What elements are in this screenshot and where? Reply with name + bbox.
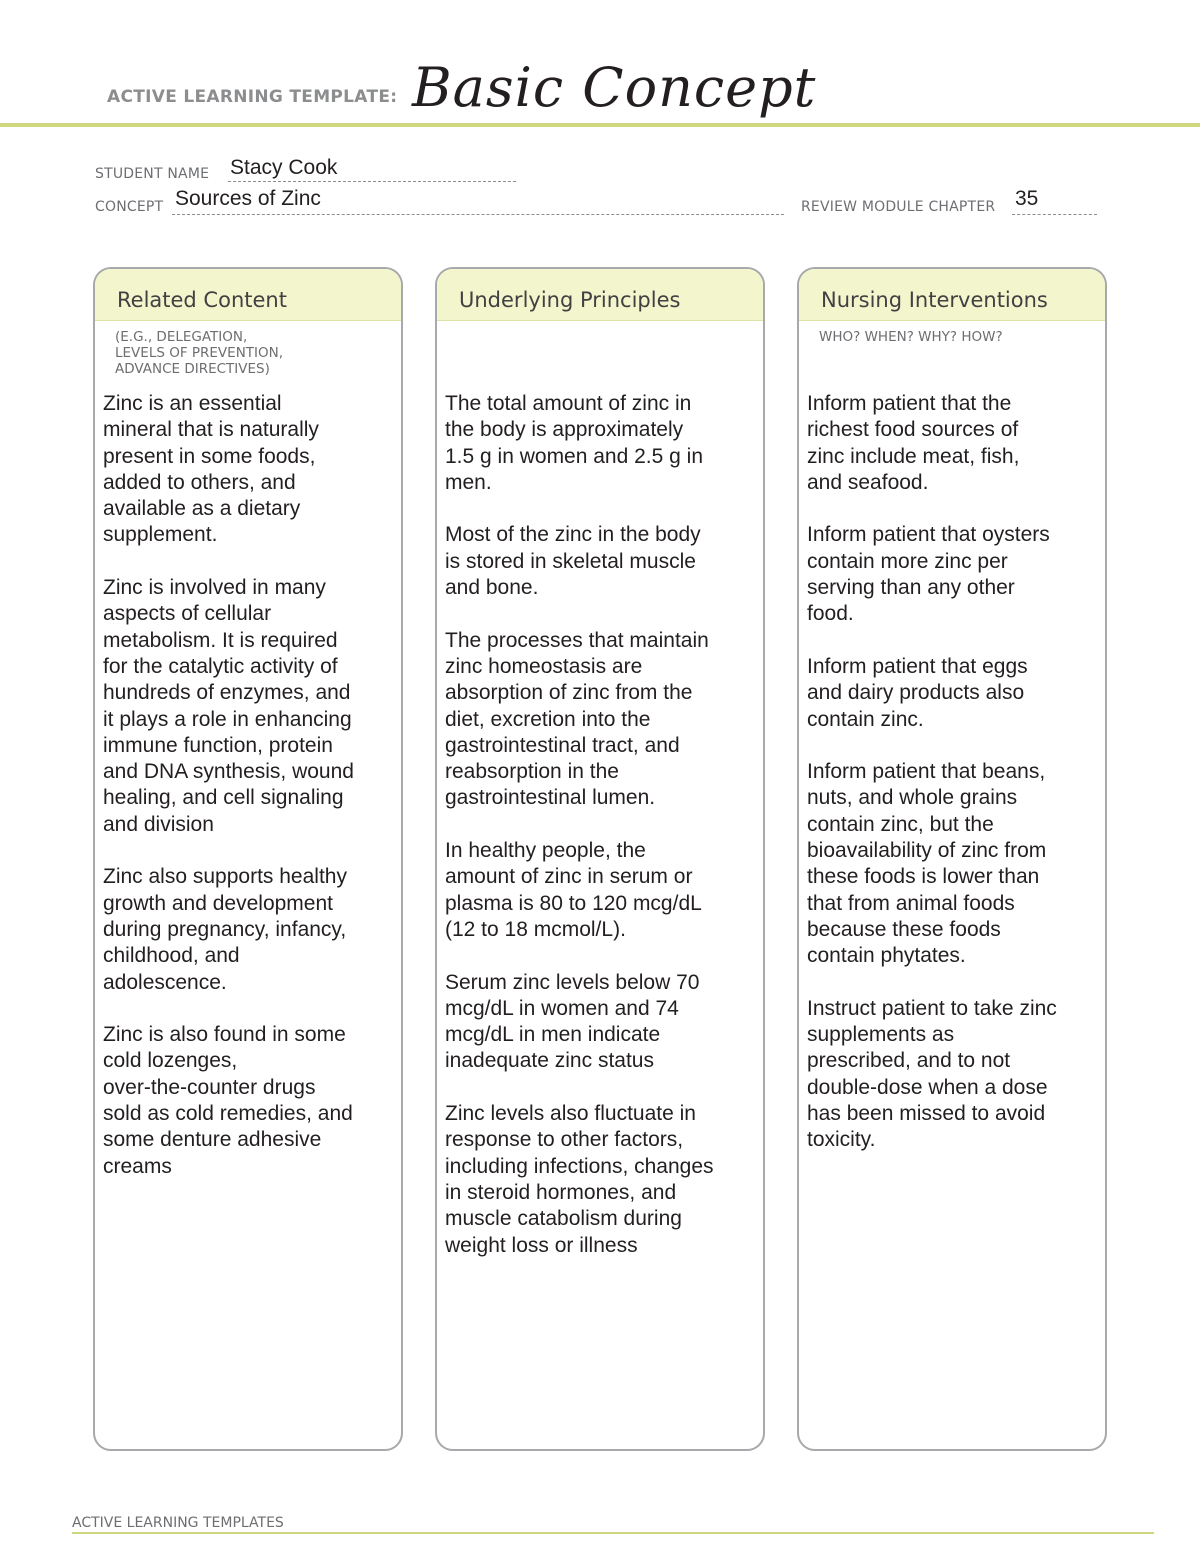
underlying-principles-paragraph: Zinc levels also fluctuate in response to other factors, including infections, changes in steroid hormones, and muscle catabolism during weight loss or illness	[445, 1102, 714, 1257]
nursing-interventions-panel	[797, 267, 1107, 1451]
review-chapter-label: REVIEW MODULE CHAPTER	[801, 199, 996, 215]
nursing-interventions-paragraph: Inform patient that oysters contain more zinc per serving than any other food.	[807, 523, 1050, 626]
nursing-interventions-paragraph: Inform patient that eggs and dairy products also contain zinc.	[807, 654, 1028, 731]
concept-field[interactable]	[172, 214, 784, 215]
underlying-principles-paragraph: In healthy people, the amount of zinc in serum or plasma is 80 to 120 mcg/dL (12 to 18 mcmol/L).	[445, 839, 702, 941]
underlying-principles-paragraph: The total amount of zinc in the body is approximately 1.5 g in women and 2.5 g in men.	[445, 392, 704, 494]
nursing-interventions-title: Nursing Interventions	[799, 269, 1105, 321]
underlying-principles-body[interactable]	[445, 391, 755, 1285]
related-content-subtitle: (E.G., DELEGATION, LEVELS OF PREVENTION, ADVANCE DIRECTIVES)	[115, 329, 284, 377]
related-content-body[interactable]	[103, 391, 393, 1206]
header-divider	[0, 123, 1200, 127]
student-name-value: Stacy Cook	[230, 156, 338, 179]
related-content-paragraph: Zinc is an essential mineral that is naturally present in some foods, added to others, and available as a dietary supplement.	[103, 392, 319, 547]
underlying-principles-panel	[435, 267, 765, 1451]
student-name-label: STUDENT NAME	[95, 166, 210, 182]
related-content-paragraph: Zinc is involved in many aspects of cellular metabolism. It is required for the catalytic activity of hundreds of enzymes, and it plays a role in enhancing immune function, protein and DNA synthesis, wound healing, and cell signaling and division	[103, 576, 354, 836]
nursing-interventions-paragraph: Inform patient that beans, nuts, and whole grains contain zinc, but the bioavailability of zinc from these foods is lower than that from animal foods because these foods contain phytates.	[807, 760, 1047, 968]
related-content-paragraph: Zinc is also found in some cold lozenges, over-the-counter drugs sold as cold remedies, and some denture adhesive creams	[103, 1023, 353, 1178]
footer-divider	[72, 1532, 1154, 1534]
related-content-title: Related Content	[95, 269, 401, 321]
review-chapter-field[interactable]	[1012, 214, 1097, 215]
student-name-field[interactable]	[228, 181, 516, 182]
underlying-principles-paragraph: The processes that maintain zinc homeostasis are absorption of zinc from the diet, excretion into the gastrointestinal tract, and reabsorption in the gastrointestinal lumen.	[445, 628, 709, 810]
underlying-principles-paragraph: Serum zinc levels below 70 mcg/dL in women and 74 mcg/dL in men indicate inadequate zinc status	[445, 970, 700, 1073]
concept-label: CONCEPT	[95, 199, 164, 215]
related-content-panel	[93, 267, 403, 1451]
nursing-interventions-body[interactable]	[807, 391, 1097, 1180]
underlying-principles-paragraph: Most of the zinc in the body is stored in skeletal muscle and bone.	[445, 523, 701, 600]
footer-label: ACTIVE LEARNING TEMPLATES	[72, 1515, 284, 1531]
nursing-interventions-paragraph: Instruct patient to take zinc supplements as prescribed, and to not double-dose when a dose has been missed to avoid toxicity.	[807, 996, 1057, 1152]
nursing-interventions-subtitle: WHO? WHEN? WHY? HOW?	[819, 329, 1003, 345]
page-title: Basic Concept	[412, 56, 817, 119]
related-content-paragraph: Zinc also supports healthy growth and development during pregnancy, infancy, childhood, and adolescence.	[103, 865, 347, 994]
underlying-principles-title: Underlying Principles	[437, 269, 763, 321]
review-chapter-value: 35	[1015, 187, 1039, 210]
template-label: ACTIVE LEARNING TEMPLATE:	[107, 87, 398, 107]
nursing-interventions-paragraph: Inform patient that the richest food sources of zinc include meat, fish, and seafood.	[807, 392, 1020, 494]
concept-value: Sources of Zinc	[175, 187, 321, 210]
